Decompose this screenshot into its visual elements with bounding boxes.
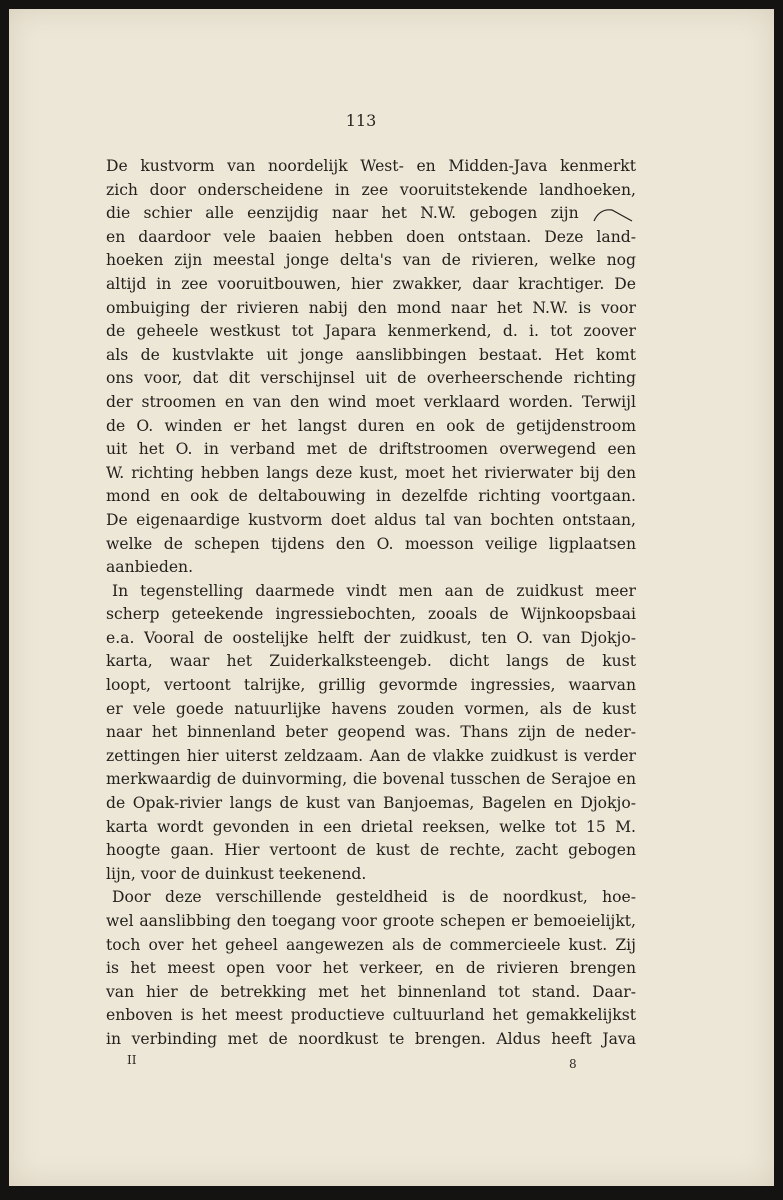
text-line: de O. winden er het langst duren en ook de getijdenstroom [106, 416, 636, 435]
text-line: zich door onderscheidene in zee vooruitstekende landhoeken, [106, 180, 636, 199]
text-line: hoeken zijn meestal jonge delta's van de rivieren, welke nog [106, 251, 636, 270]
text-line: lijn, voor de duinkust teekenend. [106, 864, 367, 883]
text-line: hoogte gaan. Hier vertoont de kust de rechte, zacht gebogen [106, 841, 636, 860]
text-line: merkwaardig de duinvorming, die bovenal tusschen de Serajoe en [106, 770, 636, 789]
text-line: ombuiging der rivieren nabij den mond naar het N.W. is voor [106, 298, 636, 317]
text-line: De kustvorm van noordelijk West- en Midden-Java kenmerkt [106, 157, 636, 175]
text-line: van hier de betrekking met het binnenland tot stand. Daar- [106, 982, 636, 1001]
text-line: scherp geteekende ingressiebochten, zooals de Wijnkoopsbaai [106, 605, 636, 624]
text-line: Door deze verschillende gesteldheid is de noordkust, hoe- [112, 888, 636, 907]
text-line: die schier alle eenzijdig naar het N.W. gebogen zijn [106, 204, 579, 223]
text-line: loopt, vertoont talrijke, grillig gevormde ingressies, waarvan [106, 676, 636, 695]
text-line: altijd in zee vooruitbouwen, hier zwakker, daar krachtiger. De [106, 274, 636, 293]
text-line: W. richting hebben langs deze kust, moet het rivierwater bij den [106, 463, 636, 482]
book-page [9, 9, 774, 1186]
text-line: en daardoor vele baaien hebben doen ontstaan. Deze land- [106, 227, 636, 246]
signature-mark-right: 8 [569, 1057, 577, 1071]
text-line: aanbieden. [106, 558, 194, 577]
text-line: de geheele westkust tot Japara kenmerkend, d. i. tot zoover [106, 322, 636, 341]
text-line: ons voor, dat dit verschijnsel uit de overheerschende richting [106, 369, 636, 388]
text-line: als de kustvlakte uit jonge aanslibbingen bestaat. Het komt [106, 345, 636, 364]
text-line: karta wordt gevonden in een drietal reeksen, welke tot 15 M. [106, 817, 636, 836]
text-line-with-figure [106, 202, 636, 226]
text-line: toch over het geheel aangewezen als de commercieele kust. Zij [106, 935, 636, 954]
text-line: In tegenstelling daarmede vindt men aan de zuidkust meer [112, 581, 636, 600]
text-line: mond en ook de deltabouwing in dezelfde richting voortgaan. [106, 487, 636, 506]
text-line: welke de schepen tijdens den O. moesson veilige ligplaatsen [106, 534, 636, 553]
text-line: er vele goede natuurlijke havens zouden vormen, als de kust [106, 699, 636, 718]
body-text [106, 155, 636, 1052]
text-line: der stroomen en van den wind moet verklaard worden. Terwijl [106, 392, 636, 411]
text-line: e.a. Vooral de oostelijke helft der zuidkust, ten O. van Djokjo- [106, 628, 636, 647]
text-line: de Opak-rivier langs de kust van Banjoemas, Bagelen en Djokjo- [106, 794, 636, 813]
page-number: 113 [345, 111, 377, 130]
text-line: karta, waar het Zuiderkalksteengeb. dicht langs de kust [106, 652, 636, 671]
curved-coast-glyph-icon [592, 208, 636, 222]
text-line: in verbinding met de noordkust te brengen. Aldus heeft Java [106, 1029, 636, 1048]
signature-mark-left: II [127, 1053, 137, 1067]
text-line: uit het O. in verband met de driftstroomen overwegend een [106, 440, 636, 459]
text-line: enboven is het meest productieve cultuurland het gemakkelijkst [106, 1006, 636, 1025]
text-line: is het meest open voor het verkeer, en de rivieren brengen [106, 959, 636, 978]
text-line: wel aanslibbing den toegang voor groote schepen er bemoeielijkt, [106, 912, 636, 930]
text-line: zettingen hier uiterst zeldzaam. Aan de vlakke zuidkust is verder [106, 746, 636, 765]
text-line: naar het binnenland beter geopend was. Thans zijn de neder- [106, 723, 636, 742]
text-line: De eigenaardige kustvorm doet aldus tal van bochten ontstaan, [106, 510, 636, 529]
